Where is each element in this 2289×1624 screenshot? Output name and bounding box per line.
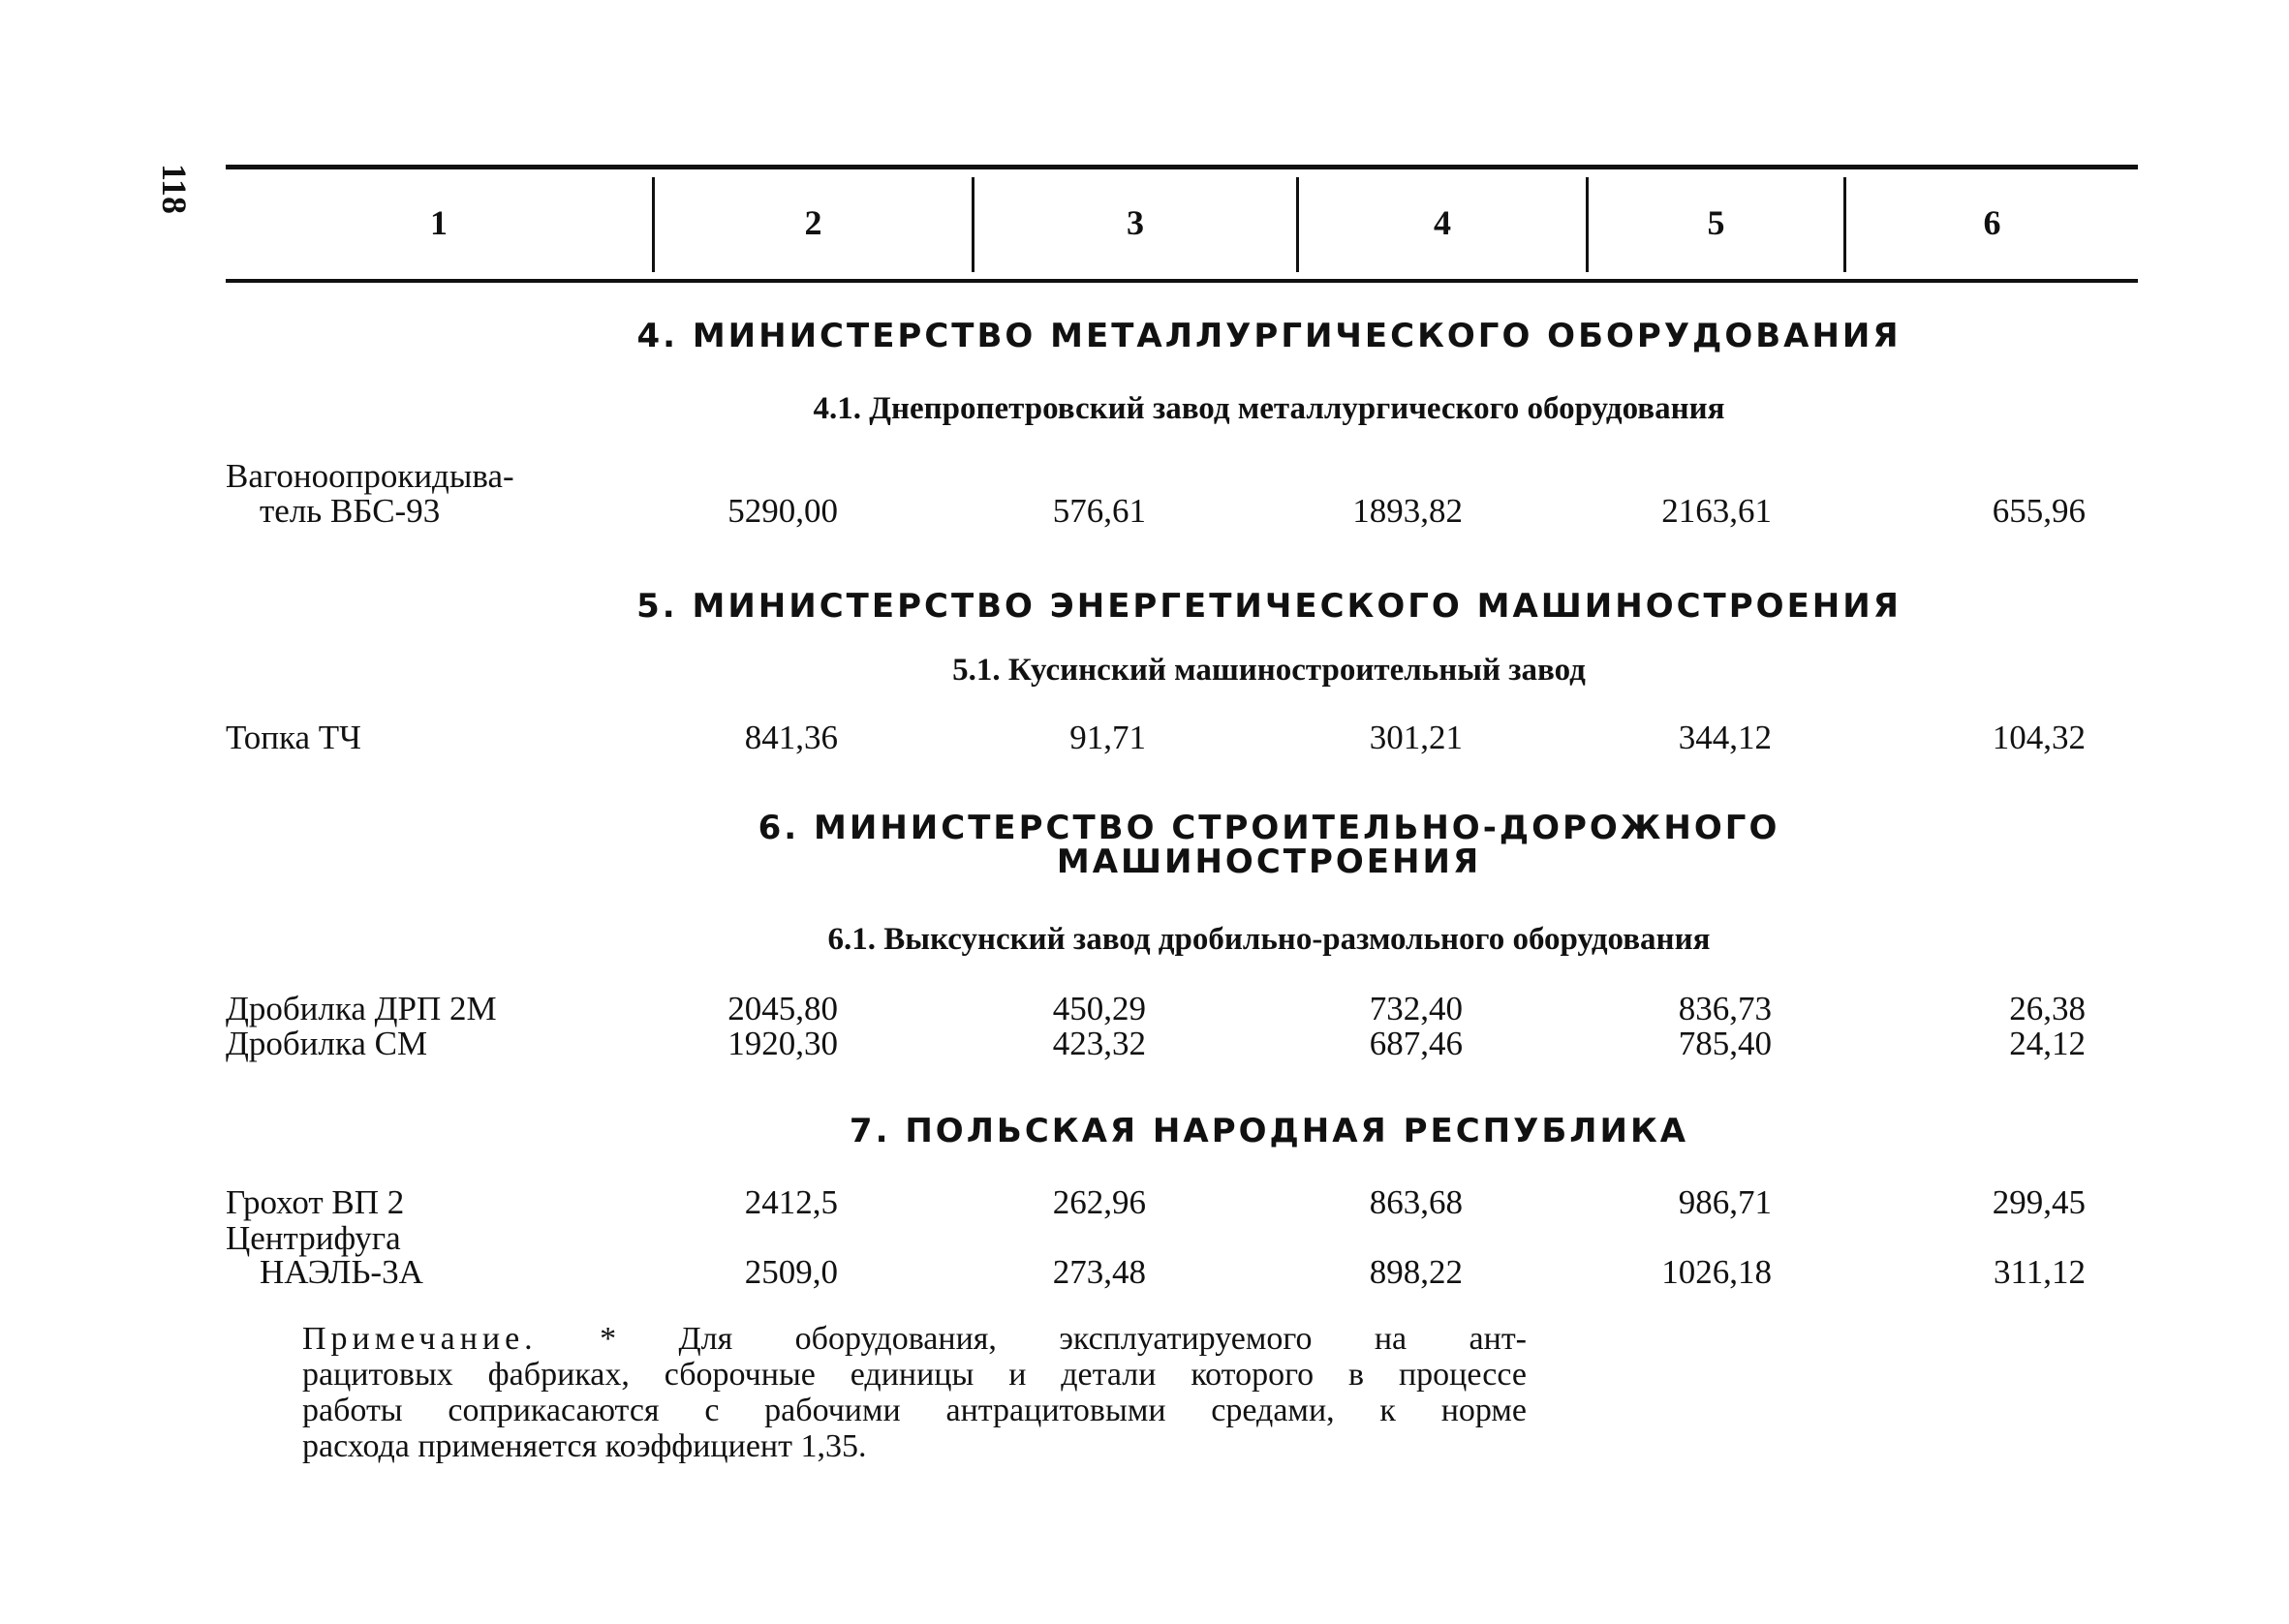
cell-col2: 5290,00 (727, 492, 838, 530)
column-header-5: 5 (1707, 203, 1725, 242)
cell-col4: 863,68 (1369, 1183, 1463, 1221)
cell-col3: 576,61 (1052, 492, 1146, 530)
section-heading: 4. МИНИСТЕРСТВО МЕТАЛЛУРГИЧЕСКОГО ОБОРУДОВАНИЯ (636, 317, 1902, 355)
table-row (0, 492, 2289, 531)
footnote-line: работы соприкасаются с рабочими антрацитовыми средами, к норме (302, 1393, 1527, 1428)
footnote-label: Примечание. (302, 1321, 538, 1357)
footnote-text: * Для оборудования, эксплуатируемого на ант- (600, 1321, 1527, 1357)
cell-col6: 104,32 (1992, 719, 2086, 756)
cell-col2: 2509,0 (744, 1253, 838, 1291)
row-label: НАЭЛЬ-3А (260, 1253, 423, 1291)
cell-col5: 986,71 (1678, 1183, 1772, 1221)
footnote-line: расхода применяется коэффициент 1,35. (302, 1428, 867, 1464)
row-label: Центрифуга (226, 1219, 401, 1257)
page-number: 118 (155, 163, 194, 214)
table-header-bottom-rule (226, 279, 2138, 283)
table-row (0, 719, 2289, 757)
footnote (302, 1321, 1527, 1464)
cell-col4: 732,40 (1369, 990, 1463, 1027)
cell-col4: 898,22 (1369, 1253, 1463, 1291)
column-header-4: 4 (1434, 203, 1451, 242)
column-header-1: 1 (430, 203, 448, 242)
footnote-line: рацитовых фабриках, сборочные единицы и детали которого в процессе (302, 1357, 1527, 1393)
cell-col5: 1026,18 (1661, 1253, 1772, 1291)
column-header-6: 6 (1983, 203, 2001, 242)
cell-col5: 785,40 (1678, 1025, 1772, 1062)
cell-col6: 299,45 (1992, 1183, 2086, 1221)
cell-col2: 2045,80 (727, 990, 838, 1027)
cell-col4: 1893,82 (1352, 492, 1463, 530)
row-label: Грохот ВП 2 (226, 1183, 405, 1221)
cell-col3: 262,96 (1052, 1183, 1146, 1221)
cell-col6: 24,12 (2009, 1025, 2086, 1062)
cell-col2: 2412,5 (744, 1183, 838, 1221)
table-row (0, 1025, 2289, 1063)
subsection-heading: 5.1. Кусинский машиностроительный завод (952, 653, 1586, 688)
cell-col3: 423,32 (1052, 1025, 1146, 1062)
subsection-heading: 6.1. Выксунский завод дробильно-размольного оборудования (827, 922, 1711, 957)
table-row (0, 1253, 2289, 1292)
cell-col5: 344,12 (1678, 719, 1772, 756)
section-heading: 7. ПОЛЬСКАЯ НАРОДНАЯ РЕСПУБЛИКА (849, 1112, 1689, 1150)
cell-col3: 91,71 (1069, 719, 1146, 756)
row-label: Топка ТЧ (226, 719, 361, 756)
section-heading-continued: МАШИНОСТРОЕНИЯ (1056, 843, 1482, 881)
subsection-heading: 4.1. Днепропетровский завод металлургического оборудования (813, 391, 1725, 426)
row-label: Дробилка ДРП 2М (226, 990, 497, 1027)
table-top-rule (226, 165, 2138, 169)
row-label: Дробилка СМ (226, 1025, 428, 1062)
footnote-line (302, 1321, 1527, 1357)
cell-col6: 655,96 (1992, 492, 2086, 530)
cell-col3: 450,29 (1052, 990, 1146, 1027)
table-row (0, 1183, 2289, 1222)
cell-col6: 311,12 (1994, 1253, 2086, 1291)
row-label: тель ВБС-93 (260, 492, 441, 530)
table-row (0, 990, 2289, 1028)
cell-col6: 26,38 (2009, 990, 2086, 1027)
column-header-2: 2 (804, 203, 822, 242)
column-header-3: 3 (1127, 203, 1144, 242)
cell-col4: 687,46 (1369, 1025, 1463, 1062)
section-heading: 6. МИНИСТЕРСТВО СТРОИТЕЛЬНО-ДОРОЖНОГО (758, 809, 1780, 847)
cell-col5: 2163,61 (1661, 492, 1772, 530)
cell-col5: 836,73 (1678, 990, 1772, 1027)
cell-col2: 1920,30 (727, 1025, 838, 1062)
row-label: Вагоноопрокидыва- (226, 457, 514, 495)
cell-col2: 841,36 (744, 719, 838, 756)
cell-col3: 273,48 (1052, 1253, 1146, 1291)
section-heading: 5. МИНИСТЕРСТВО ЭНЕРГЕТИЧЕСКОГО МАШИНОСТРОЕНИЯ (636, 587, 1902, 626)
cell-col4: 301,21 (1369, 719, 1463, 756)
